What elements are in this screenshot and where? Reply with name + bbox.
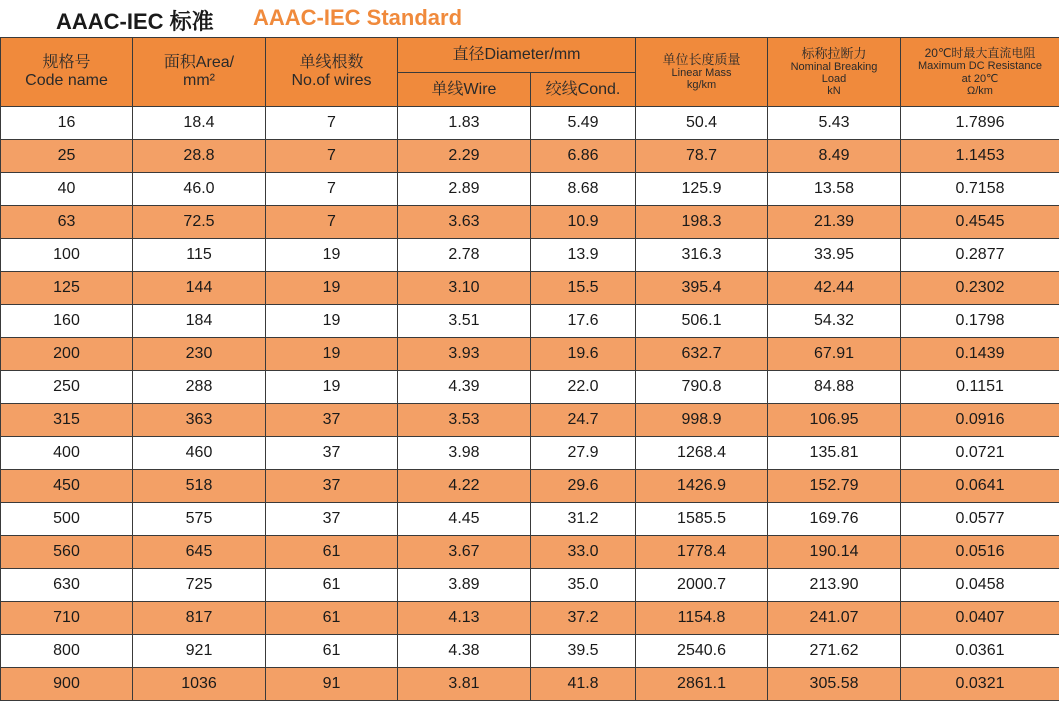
cell-area: 575 [133, 503, 266, 536]
header-load [768, 38, 901, 107]
cell-resistance: 0.0641 [901, 470, 1059, 503]
cell-area: 72.5 [133, 206, 266, 239]
cell-wire-dia: 3.89 [398, 569, 531, 602]
cell-wires: 37 [266, 470, 398, 503]
cell-code: 450 [1, 470, 133, 503]
cell-code: 160 [1, 305, 133, 338]
table-row [1, 140, 1059, 173]
cell-area: 46.0 [133, 173, 266, 206]
cell-wires: 91 [266, 668, 398, 701]
cell-wire-dia: 3.10 [398, 272, 531, 305]
header-mass-en: Linear Mass [671, 67, 732, 80]
header-code [1, 38, 133, 107]
cell-area: 18.4 [133, 107, 266, 140]
cell-wire-dia: 3.53 [398, 404, 531, 437]
page-title-cn: AAAC-IEC 标准 [56, 9, 214, 34]
cell-mass: 790.8 [636, 371, 768, 404]
cell-code: 630 [1, 569, 133, 602]
cell-resistance: 0.1439 [901, 338, 1059, 371]
table-row [1, 602, 1059, 635]
cell-area: 645 [133, 536, 266, 569]
cell-cond-dia: 15.5 [531, 272, 636, 305]
cell-code: 900 [1, 668, 133, 701]
header-area-unit: mm² [183, 72, 215, 89]
cell-resistance: 0.0916 [901, 404, 1059, 437]
cell-code: 800 [1, 635, 133, 668]
cell-wire-dia: 4.39 [398, 371, 531, 404]
cell-wire-dia: 3.93 [398, 338, 531, 371]
cell-load: 190.14 [768, 536, 901, 569]
cell-area: 288 [133, 371, 266, 404]
cell-cond-dia: 37.2 [531, 602, 636, 635]
table-row [1, 635, 1059, 668]
cell-mass: 2000.7 [636, 569, 768, 602]
cell-area: 921 [133, 635, 266, 668]
table-row [1, 305, 1059, 338]
cell-mass: 2861.1 [636, 668, 768, 701]
cell-wires: 19 [266, 338, 398, 371]
cell-wire-dia: 2.78 [398, 239, 531, 272]
cell-wire-dia: 3.98 [398, 437, 531, 470]
header-mass [636, 38, 768, 107]
header-resistance-unit: Ω/km [967, 84, 993, 97]
header-load-en1: Nominal Breaking [790, 61, 878, 73]
cell-resistance: 0.0721 [901, 437, 1059, 470]
cell-code: 40 [1, 173, 133, 206]
cell-cond-dia: 22.0 [531, 371, 636, 404]
cell-cond-dia: 5.49 [531, 107, 636, 140]
table-row [1, 272, 1059, 305]
table-body [1, 107, 1059, 701]
cell-load: 213.90 [768, 569, 901, 602]
cell-cond-dia: 35.0 [531, 569, 636, 602]
cell-resistance: 0.2877 [901, 239, 1059, 272]
cell-load: 13.58 [768, 173, 901, 206]
header-resistance-en1: Maximum DC Resistance [917, 60, 1043, 73]
cell-cond-dia: 6.86 [531, 140, 636, 173]
cell-mass: 1426.9 [636, 470, 768, 503]
table-header [1, 38, 1059, 107]
table-row [1, 437, 1059, 470]
cell-code: 63 [1, 206, 133, 239]
cell-area: 363 [133, 404, 266, 437]
cell-area: 144 [133, 272, 266, 305]
cell-code: 125 [1, 272, 133, 305]
cell-cond-dia: 29.6 [531, 470, 636, 503]
cell-cond-dia: 8.68 [531, 173, 636, 206]
header-mass-unit: kg/km [686, 79, 717, 92]
cell-area: 518 [133, 470, 266, 503]
cell-wire-dia: 3.63 [398, 206, 531, 239]
cell-load: 271.62 [768, 635, 901, 668]
cell-load: 169.76 [768, 503, 901, 536]
cell-load: 67.91 [768, 338, 901, 371]
cell-wires: 19 [266, 239, 398, 272]
cell-mass: 50.4 [636, 107, 768, 140]
header-resistance [901, 38, 1059, 107]
header-resistance-en2: at 20℃ [961, 72, 999, 85]
table-row [1, 206, 1059, 239]
header-diameter-wire: 单线Wire [398, 73, 531, 107]
cell-mass: 998.9 [636, 404, 768, 437]
header-wires-cn: 单线根数 [299, 54, 364, 72]
header-mass-cn: 单位长度质量 [662, 51, 741, 67]
cell-load: 84.88 [768, 371, 901, 404]
table-row [1, 668, 1059, 701]
cell-mass: 1154.8 [636, 602, 768, 635]
table-row [1, 173, 1059, 206]
cell-resistance: 0.0361 [901, 635, 1059, 668]
cell-wires: 19 [266, 272, 398, 305]
cell-wire-dia: 4.38 [398, 635, 531, 668]
cell-load: 241.07 [768, 602, 901, 635]
cell-cond-dia: 39.5 [531, 635, 636, 668]
cell-wire-dia: 4.45 [398, 503, 531, 536]
cell-code: 315 [1, 404, 133, 437]
cell-cond-dia: 17.6 [531, 305, 636, 338]
cell-wires: 61 [266, 602, 398, 635]
cell-code: 400 [1, 437, 133, 470]
cell-resistance: 0.0321 [901, 668, 1059, 701]
cell-wires: 37 [266, 437, 398, 470]
header-wires-en: No.of wires [291, 72, 372, 89]
header-code-cn: 规格号 [42, 54, 91, 72]
header-load-unit: kN [827, 85, 841, 98]
cell-mass: 1585.5 [636, 503, 768, 536]
cell-resistance: 0.2302 [901, 272, 1059, 305]
header-diameter-cond: 绞线Cond. [531, 73, 636, 107]
cell-resistance: 0.1151 [901, 371, 1059, 404]
table-row [1, 338, 1059, 371]
cell-code: 16 [1, 107, 133, 140]
cell-cond-dia: 41.8 [531, 668, 636, 701]
cell-wires: 7 [266, 173, 398, 206]
cell-wire-dia: 2.89 [398, 173, 531, 206]
cell-wire-dia: 4.13 [398, 602, 531, 635]
cell-cond-dia: 10.9 [531, 206, 636, 239]
cell-wires: 7 [266, 107, 398, 140]
cell-wire-dia: 3.51 [398, 305, 531, 338]
table-row [1, 569, 1059, 602]
cell-mass: 78.7 [636, 140, 768, 173]
cell-wires: 37 [266, 503, 398, 536]
table-row [1, 470, 1059, 503]
cell-mass: 198.3 [636, 206, 768, 239]
spec-table [0, 37, 1059, 701]
cell-load: 8.49 [768, 140, 901, 173]
table-row [1, 503, 1059, 536]
cell-wire-dia: 1.83 [398, 107, 531, 140]
cell-mass: 632.7 [636, 338, 768, 371]
cell-code: 200 [1, 338, 133, 371]
cell-mass: 506.1 [636, 305, 768, 338]
cell-area: 817 [133, 602, 266, 635]
cell-resistance: 1.1453 [901, 140, 1059, 173]
cell-wires: 37 [266, 404, 398, 437]
cell-area: 460 [133, 437, 266, 470]
header-resistance-cn: 20℃时最大直流电阻 [924, 46, 1036, 61]
cell-wire-dia: 4.22 [398, 470, 531, 503]
cell-resistance: 0.0516 [901, 536, 1059, 569]
cell-wires: 19 [266, 305, 398, 338]
cell-code: 100 [1, 239, 133, 272]
table-row [1, 404, 1059, 437]
cell-code: 710 [1, 602, 133, 635]
cell-area: 184 [133, 305, 266, 338]
cell-area: 28.8 [133, 140, 266, 173]
cell-resistance: 0.4545 [901, 206, 1059, 239]
cell-load: 152.79 [768, 470, 901, 503]
cell-area: 230 [133, 338, 266, 371]
cell-code: 250 [1, 371, 133, 404]
cell-code: 25 [1, 140, 133, 173]
cell-code: 560 [1, 536, 133, 569]
cell-mass: 1778.4 [636, 536, 768, 569]
cell-load: 106.95 [768, 404, 901, 437]
cell-wires: 19 [266, 371, 398, 404]
cell-load: 305.58 [768, 668, 901, 701]
cell-load: 54.32 [768, 305, 901, 338]
cell-cond-dia: 33.0 [531, 536, 636, 569]
header-load-cn: 标称拉断力 [801, 45, 867, 61]
cell-resistance: 0.7158 [901, 173, 1059, 206]
cell-wires: 7 [266, 140, 398, 173]
cell-cond-dia: 19.6 [531, 338, 636, 371]
cell-mass: 125.9 [636, 173, 768, 206]
header-load-en2: Load [821, 73, 847, 86]
table-row [1, 107, 1059, 140]
cell-wires: 7 [266, 206, 398, 239]
cell-cond-dia: 27.9 [531, 437, 636, 470]
cell-area: 1036 [133, 668, 266, 701]
table-row [1, 371, 1059, 404]
cell-wires: 61 [266, 569, 398, 602]
page-title-en: AAAC-IEC Standard [253, 5, 463, 30]
cell-resistance: 0.0407 [901, 602, 1059, 635]
table-row [1, 239, 1059, 272]
cell-mass: 316.3 [636, 239, 768, 272]
cell-resistance: 1.7896 [901, 107, 1059, 140]
cell-wire-dia: 3.81 [398, 668, 531, 701]
cell-resistance: 0.0577 [901, 503, 1059, 536]
cell-mass: 2540.6 [636, 635, 768, 668]
cell-area: 725 [133, 569, 266, 602]
cell-cond-dia: 31.2 [531, 503, 636, 536]
cell-cond-dia: 13.9 [531, 239, 636, 272]
cell-resistance: 0.1798 [901, 305, 1059, 338]
cell-wire-dia: 2.29 [398, 140, 531, 173]
cell-load: 42.44 [768, 272, 901, 305]
title-bar [0, 0, 1059, 37]
table-row [1, 536, 1059, 569]
cell-mass: 395.4 [636, 272, 768, 305]
header-wires [266, 38, 398, 107]
cell-load: 5.43 [768, 107, 901, 140]
cell-wires: 61 [266, 536, 398, 569]
header-area [133, 38, 266, 107]
cell-code: 500 [1, 503, 133, 536]
cell-load: 21.39 [768, 206, 901, 239]
cell-load: 33.95 [768, 239, 901, 272]
cell-resistance: 0.0458 [901, 569, 1059, 602]
header-code-en: Code name [25, 72, 108, 89]
header-area-cn: 面积Area/ [163, 54, 235, 72]
cell-cond-dia: 24.7 [531, 404, 636, 437]
header-diameter: 直径Diameter/mm [398, 38, 636, 73]
cell-load: 135.81 [768, 437, 901, 470]
cell-wire-dia: 3.67 [398, 536, 531, 569]
cell-area: 115 [133, 239, 266, 272]
cell-mass: 1268.4 [636, 437, 768, 470]
cell-wires: 61 [266, 635, 398, 668]
